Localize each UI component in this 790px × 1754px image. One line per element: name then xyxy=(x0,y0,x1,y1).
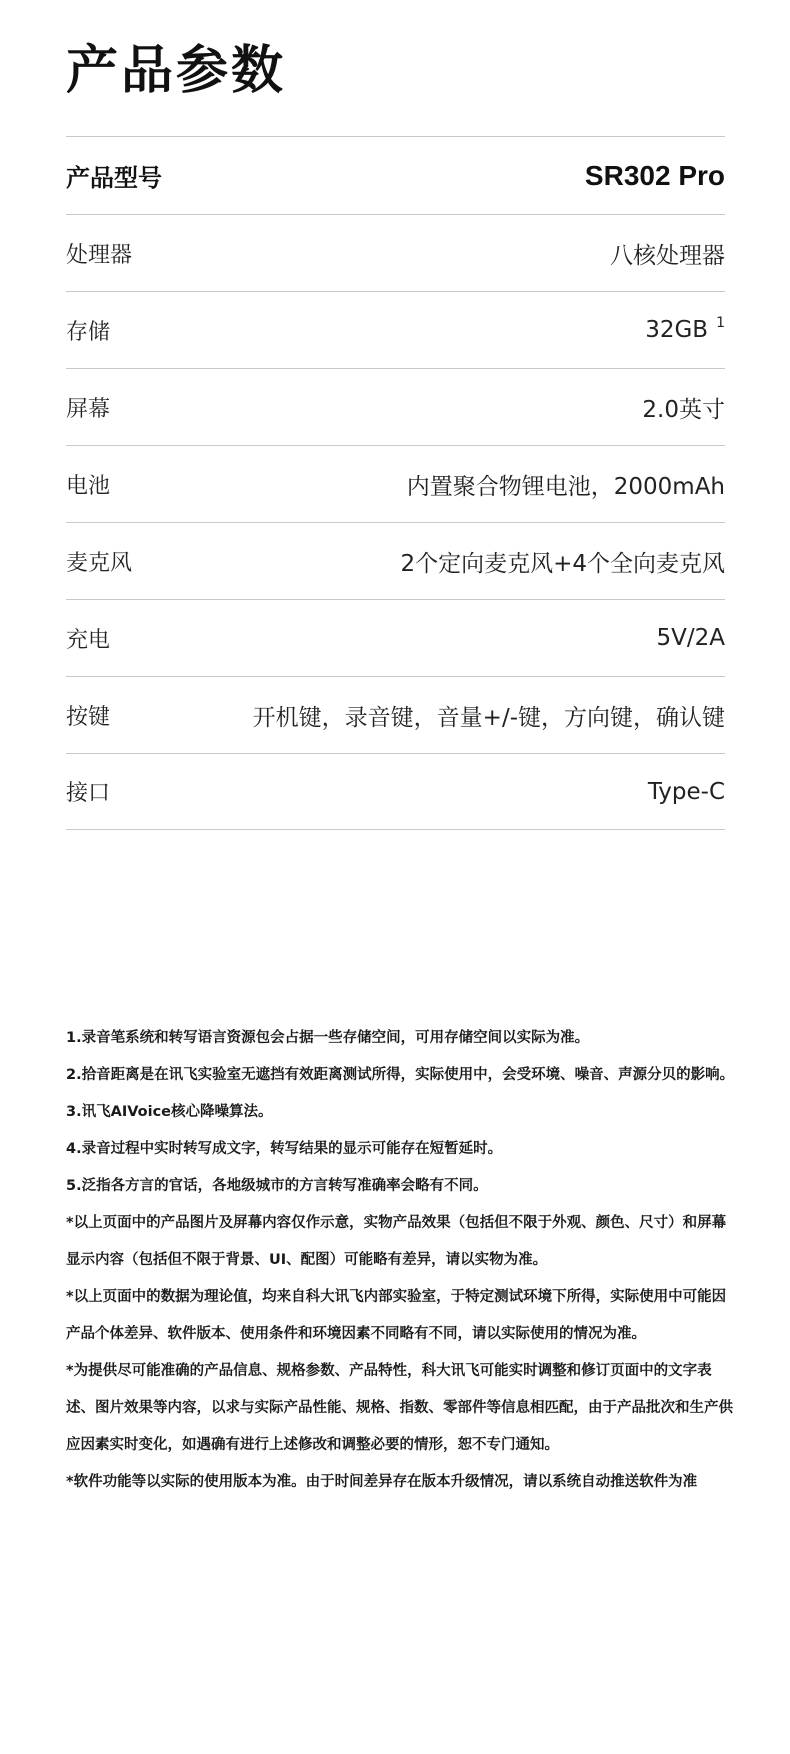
spec-value: 内置聚合物锂电池，2000mAh xyxy=(406,473,725,500)
spec-label: 电池 xyxy=(66,473,111,499)
disclaimer-data: *以上页面中的数据为理论值，均来自科大讯飞内部实验室，于特定测试环境下所得，实际使用中可能因产品个体差异、软件版本、使用条件和环境因素不同略有不同，请以实际使用的情况为准。 xyxy=(66,1289,727,1342)
spec-row-microphone xyxy=(66,522,725,599)
footnote-4: 4.录音过程中实时转写成文字，转写结果的显示可能存在短暂延时。 xyxy=(66,1141,503,1157)
spec-value: 2.0英寸 xyxy=(642,396,725,423)
disclaimer-revisions: *为提供尽可能准确的产品信息、规格参数、产品特性，科大讯飞可能实时调整和修订页面中的文字表述、图片效果等内容，以求与实际产品性能、规格、指数、零部件等信息相匹配，由于产品批次和生产供应因素实时变化，如遇确有进行上述修改和调整必要的情形，恕不专门通知。 xyxy=(66,1363,733,1453)
footnotes xyxy=(66,1020,736,1501)
spec-label: 按键 xyxy=(66,704,111,730)
spec-value: 5V/2A xyxy=(656,625,725,651)
spec-label: 麦克风 xyxy=(66,550,133,576)
footnote-marker: 1 xyxy=(716,315,725,331)
spec-label: 屏幕 xyxy=(66,396,111,422)
spec-value: SR302 Pro xyxy=(584,159,725,191)
disclaimer-software: *软件功能等以实际的使用版本为准。由于时间差异存在版本升级情况，请以系统自动推送软件为准 xyxy=(66,1474,698,1490)
spec-row-model xyxy=(66,136,725,214)
spec-value-wrap xyxy=(645,317,725,343)
spec-value: Type-C xyxy=(647,778,725,805)
spec-label: 存储 xyxy=(66,319,111,345)
spec-row-interface xyxy=(66,753,725,830)
footnote-2: 2.拾音距离是在讯飞实验室无遮挡有效距离测试所得，实际使用中，会受环境、噪音、声源分贝的影响。 xyxy=(66,1067,735,1083)
page-title: 产品参数 xyxy=(66,41,287,101)
footnote-3: 3.讯飞AIVoice核心降噪算法。 xyxy=(66,1104,273,1120)
footnote-5: 5.泛指各方言的官话，各地级城市的方言转写准确率会略有不同。 xyxy=(66,1178,488,1194)
spec-label: 产品型号 xyxy=(66,164,162,192)
spec-value: 八核处理器 xyxy=(610,242,725,269)
spec-row-buttons xyxy=(66,676,725,753)
disclaimer-images: *以上页面中的产品图片及屏幕内容仅作示意，实物产品效果（包括但不限于外观、颜色、尺寸）和屏幕显示内容（包括但不限于背景、UI、配图）可能略有差异，请以实物为准。 xyxy=(66,1215,727,1268)
spec-label: 接口 xyxy=(66,781,111,806)
spec-label: 处理器 xyxy=(66,242,133,268)
spec-row-storage xyxy=(66,291,725,368)
spec-row-screen xyxy=(66,368,725,445)
spec-row-charging xyxy=(66,599,725,676)
spec-value: 32GB xyxy=(645,317,709,343)
spec-value: 2个定向麦克风+4个全向麦克风 xyxy=(400,550,725,577)
spec-label: 充电 xyxy=(66,627,111,653)
spec-row-battery xyxy=(66,445,725,522)
footnote-1: 1.录音笔系统和转写语言资源包会占据一些存储空间，可用存储空间以实际为准。 xyxy=(66,1030,590,1046)
spec-table xyxy=(66,136,725,830)
spec-value: 开机键，录音键，音量+/-键，方向键，确认键 xyxy=(252,704,725,731)
spec-row-processor xyxy=(66,214,725,291)
